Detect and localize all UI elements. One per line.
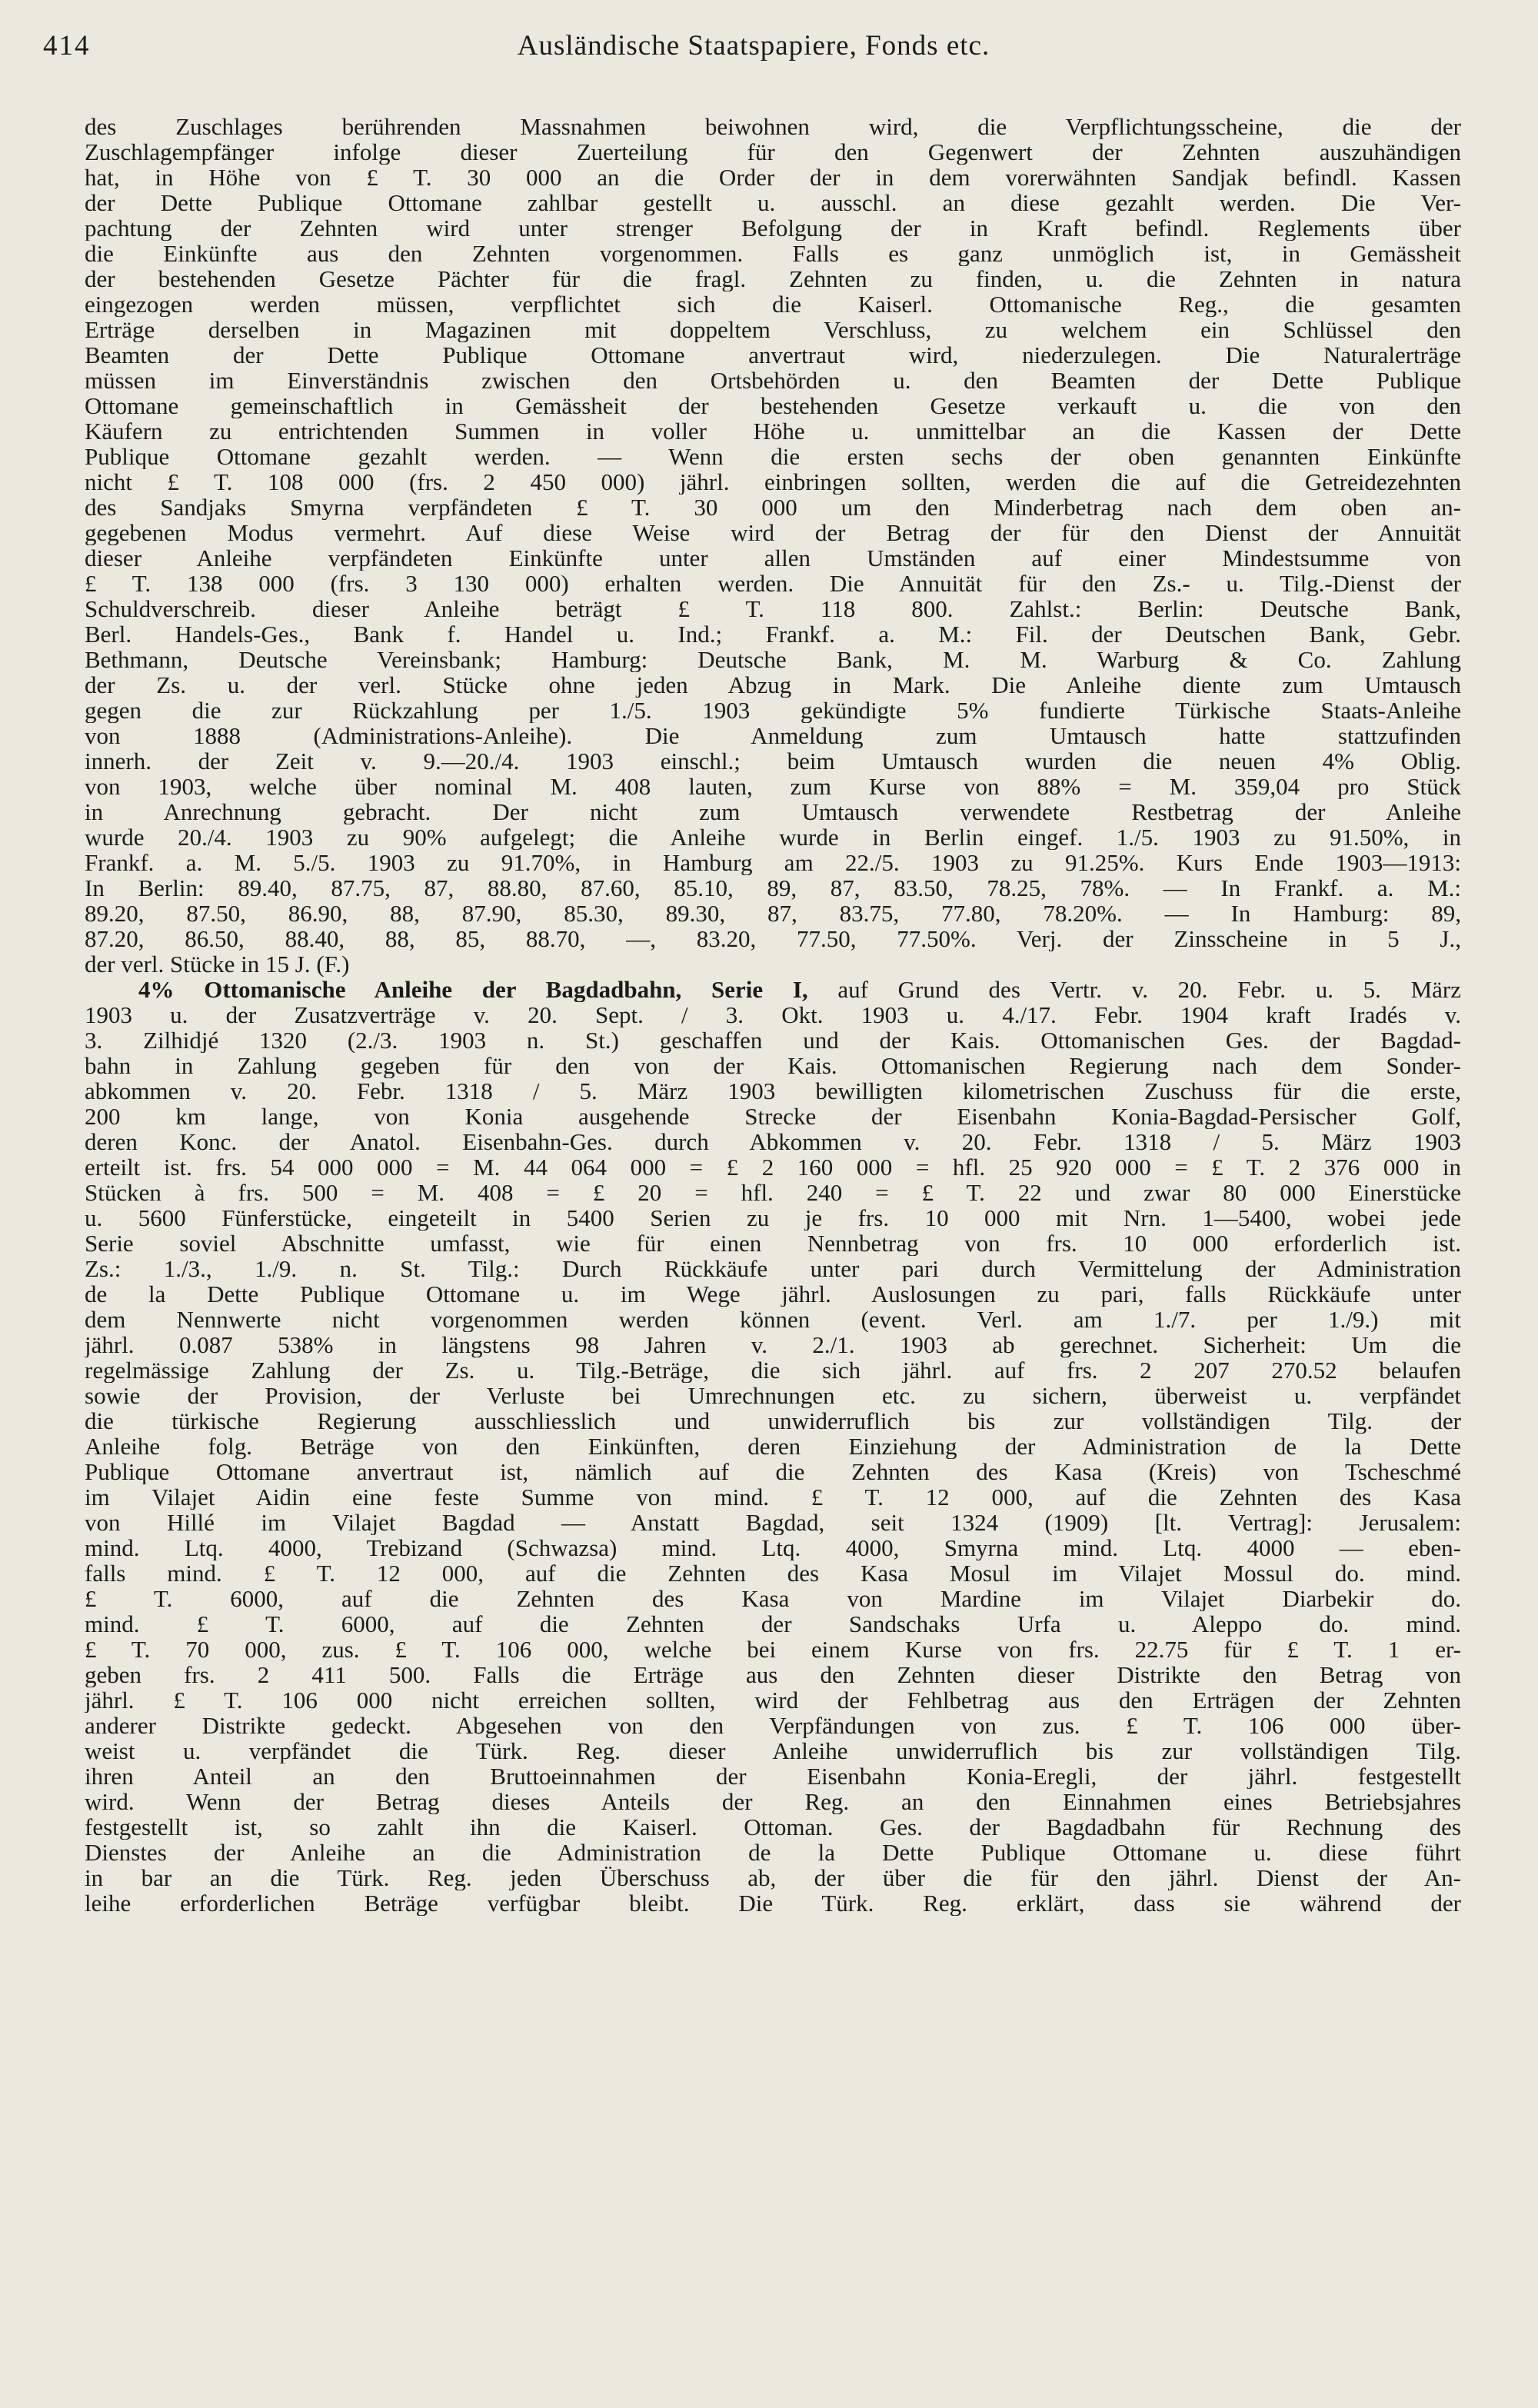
- text-line: mind. £ T. 6000, auf die Zehnten der Sandschaks Urfa u. Aleppo do. mind.: [85, 1611, 1461, 1637]
- text-line: die Einkünfte aus den Zehnten vorgenommen. Falls es ganz unmöglich ist, in Gemässheit: [85, 241, 1461, 266]
- text-line: £ T. 70 000, zus. £ T. 106 000, welche bei einem Kurse von frs. 22.75 für £ T. 1 er-: [85, 1637, 1461, 1662]
- text-line: ihren Anteil an den Bruttoeinnahmen der Eisenbahn Konia-Eregli, der jährl. festgestellt: [85, 1764, 1461, 1789]
- text-line: 87.20, 86.50, 88.40, 88, 85, 88.70, —, 83.20, 77.50, 77.50%. Verj. der Zinsscheine in 5 J.,: [85, 926, 1461, 951]
- text-line: jährl. 0.087 538% in längstens 98 Jahren v. 2./1. 1903 ab gerechnet. Sicherheit: Um die: [85, 1332, 1461, 1357]
- text-line: der bestehenden Gesetze Pächter für die fragl. Zehnten zu finden, u. die Zehnten in natura: [85, 266, 1461, 291]
- text-line: Publique Ottomane gezahlt werden. — Wenn die ersten sechs der oben genannten Einkünfte: [85, 444, 1461, 469]
- text-line: pachtung der Zehnten wird unter strenger Befolgung der in Kraft befindl. Reglements über: [85, 215, 1461, 241]
- text-line: falls mind. £ T. 12 000, auf die Zehnten des Kasa Mosul im Vilajet Mossul do. mind.: [85, 1560, 1461, 1586]
- text-line: Käufern zu entrichtenden Summen in voller Höhe u. unmittelbar an die Kassen der Dette: [85, 418, 1461, 444]
- text-line: Zs.: 1./3., 1./9. n. St. Tilg.: Durch Rückkäufe unter pari durch Vermittelung der Administration: [85, 1256, 1461, 1281]
- text-line: Publique Ottomane anvertraut ist, nämlich auf die Zehnten des Kasa (Kreis) von Tscheschmé: [85, 1459, 1461, 1484]
- text-line: in Anrechnung gebracht. Der nicht zum Umtausch verwendete Restbetrag der Anleihe: [85, 799, 1461, 824]
- text-line: Anleihe folg. Beträge von den Einkünften, deren Einziehung der Administration de la Dette: [85, 1434, 1461, 1459]
- text-line: von Hillé im Vilajet Bagdad — Anstatt Bagdad, seit 1324 (1909) [lt. Vertrag]: Jerusalem:: [85, 1510, 1461, 1535]
- text-line: gegen die zur Rückzahlung per 1./5. 1903 gekündigte 5% fundierte Türkische Staats-Anleihe: [85, 698, 1461, 723]
- text-line: müssen im Einverständnis zwischen den Ortsbehörden u. den Beamten der Dette Publique: [85, 368, 1461, 393]
- text-line: de la Dette Publique Ottomane u. im Wege jährl. Auslosungen zu pari, falls Rückkäufe unter: [85, 1281, 1461, 1307]
- text-line: u. 5600 Fünferstücke, eingeteilt in 5400 Serien zu je frs. 10 000 mit Nrn. 1—5400, wobei jede: [85, 1205, 1461, 1231]
- text-line: in bar an die Türk. Reg. jeden Überschuss ab, der über die für den jährl. Dienst der An-: [85, 1865, 1461, 1890]
- text-line: der Dette Publique Ottomane zahlbar gestellt u. ausschl. an diese gezahlt werden. Die Ver-: [85, 190, 1461, 215]
- section-heading: 4% Ottomanische Anleihe der Bagdadbahn, Serie I,: [138, 977, 808, 1002]
- text-line: eingezogen werden müssen, verpflichtet sich die Kaiserl. Ottomanische Reg., die gesamten: [85, 291, 1461, 317]
- text-line: gegebenen Modus vermehrt. Auf diese Weise wird der Betrag der für den Dienst der Annuität: [85, 520, 1461, 545]
- text-line: Frankf. a. M. 5./5. 1903 zu 91.70%, in Hamburg am 22./5. 1903 zu 91.25%. Kurs Ende 1903—1913:: [85, 850, 1461, 875]
- text-line: Zuschlagempfänger infolge dieser Zuerteilung für den Gegenwert der Zehnten auszuhändigen: [85, 139, 1461, 165]
- text-line: jährl. £ T. 106 000 nicht erreichen sollten, wird der Fehlbetrag aus den Erträgen der Zehnten: [85, 1687, 1461, 1713]
- text-line: regelmässige Zahlung der Zs. u. Tilg.-Beträge, die sich jährl. auf frs. 2 207 270.52 belaufen: [85, 1357, 1461, 1383]
- running-header: [43, 29, 1464, 75]
- text-line: dem Nennwerte nicht vorgenommen werden können (event. Verl. am 1./7. per 1./9.) mit: [85, 1307, 1461, 1332]
- text-line: weist u. verpfändet die Türk. Reg. dieser Anleihe unwiderruflich bis zur vollständigen Tilg.: [85, 1738, 1461, 1764]
- text-line: Berl. Handels-Ges., Bank f. Handel u. Ind.; Frankf. a. M.: Fil. der Deutschen Bank, Gebr.: [85, 621, 1461, 647]
- text-line: sowie der Provision, der Verluste bei Umrechnungen etc. zu sichern, überweist u. verpfändet: [85, 1383, 1461, 1408]
- running-title: Ausländische Staatspapiere, Fonds etc.: [517, 30, 990, 62]
- text-line: der verl. Stücke in 15 J. (F.): [85, 951, 350, 977]
- section-heading-rest: auf Grund des Vertr. v. 20. Febr. u. 5. März: [837, 977, 1461, 1002]
- text-line: 89.20, 87.50, 86.90, 88, 87.90, 85.30, 89.30, 87, 83.75, 77.80, 78.20%. — In Hamburg: 89,: [85, 901, 1461, 926]
- text-line: 1903 u. der Zusatzverträge v. 20. Sept. / 3. Okt. 1903 u. 4./17. Febr. 1904 kraft Iradés v.: [85, 1002, 1461, 1027]
- text-line: In Berlin: 89.40, 87.75, 87, 88.80, 87.60, 85.10, 89, 87, 83.50, 78.25, 78%. — In Frankf. a. M.:: [85, 875, 1461, 901]
- text-line: Stücken à frs. 500 = M. 408 = £ 20 = hfl. 240 = £ T. 22 und zwar 80 000 Einerstücke: [85, 1180, 1461, 1205]
- body-text: [85, 114, 1461, 1916]
- text-line: £ T. 138 000 (frs. 3 130 000) erhalten werden. Die Annuität für den Zs.- u. Tilg.-Dienst der: [85, 571, 1461, 596]
- text-line: Schuldverschreib. dieser Anleihe beträgt £ T. 118 800. Zahlst.: Berlin: Deutsche Bank,: [85, 596, 1461, 621]
- text-line: deren Konc. der Anatol. Eisenbahn-Ges. durch Abkommen v. 20. Febr. 1318 / 5. März 1903: [85, 1129, 1461, 1154]
- text-line: dieser Anleihe verpfändeten Einkünfte unter allen Umständen auf einer Mindestsumme von: [85, 545, 1461, 571]
- text-line: 200 km lange, von Konia ausgehende Strecke der Eisenbahn Konia-Bagdad-Persischer Golf,: [85, 1104, 1461, 1129]
- text-line: von 1903, welche über nominal M. 408 lauten, zum Kurse von 88% = M. 359,04 pro Stück: [85, 774, 1461, 799]
- text-line: des Sandjaks Smyrna verpfändeten £ T. 30 000 um den Minderbetrag nach dem oben an-: [85, 495, 1461, 520]
- text-line: £ T. 6000, auf die Zehnten des Kasa von Mardine im Vilajet Diarbekir do.: [85, 1586, 1461, 1611]
- text-line: von 1888 (Administrations-Anleihe). Die Anmeldung zum Umtausch hatte stattzufinden: [85, 723, 1461, 748]
- text-line: Erträge derselben in Magazinen mit doppeltem Verschluss, zu welchem ein Schlüssel den: [85, 317, 1461, 342]
- text-line: geben frs. 2 411 500. Falls die Erträge aus den Zehnten dieser Distrikte den Betrag von: [85, 1662, 1461, 1687]
- text-line: erteilt ist. frs. 54 000 000 = M. 44 064 000 = £ 2 160 000 = hfl. 25 920 000 = £ T. 2 376 000 in: [85, 1154, 1461, 1180]
- text-line: der Zs. u. der verl. Stücke ohne jeden Abzug in Mark. Die Anleihe diente zum Umtausch: [85, 672, 1461, 698]
- text-line: wird. Wenn der Betrag dieses Anteils der Reg. an den Einnahmen eines Betriebsjahres: [85, 1789, 1461, 1814]
- text-line: Ottomane gemeinschaftlich in Gemässheit der bestehenden Gesetze verkauft u. die von den: [85, 393, 1461, 418]
- text-line: bahn in Zahlung gegeben für den von der Kais. Ottomanischen Regierung nach dem Sonder-: [85, 1053, 1461, 1078]
- text-line: anderer Distrikte gedeckt. Abgesehen von den Verpfändungen von zus. £ T. 106 000 über-: [85, 1713, 1461, 1738]
- text-line: wurde 20./4. 1903 zu 90% aufgelegt; die Anleihe wurde in Berlin eingef. 1./5. 1903 zu 91.50%, in: [85, 824, 1461, 850]
- text-line: die türkische Regierung ausschliesslich und unwiderruflich bis zur vollständigen Tilg. der: [85, 1408, 1461, 1434]
- text-line: Dienstes der Anleihe an die Administration de la Dette Publique Ottomane u. diese führt: [85, 1840, 1461, 1865]
- text-line: festgestellt ist, so zahlt ihn die Kaiserl. Ottoman. Ges. der Bagdadbahn für Rechnung des: [85, 1814, 1461, 1840]
- text-line: hat, in Höhe von £ T. 30 000 an die Order der in dem vorerwähnten Sandjak befindl. Kassen: [85, 165, 1461, 190]
- text-line: abkommen v. 20. Febr. 1318 / 5. März 1903 bewilligten kilometrischen Zuschuss für die erste,: [85, 1078, 1461, 1104]
- text-line: mind. Ltq. 4000, Trebizand (Schwazsa) mind. Ltq. 4000, Smyrna mind. Ltq. 4000 — eben-: [85, 1535, 1461, 1560]
- text-line: Beamten der Dette Publique Ottomane anvertraut wird, niederzulegen. Die Naturalerträge: [85, 342, 1461, 368]
- text-line: Bethmann, Deutsche Vereinsbank; Hamburg: Deutsche Bank, M. M. Warburg & Co. Zahlung: [85, 647, 1461, 672]
- text-line: innerh. der Zeit v. 9.—20./4. 1903 einschl.; beim Umtausch wurden die neuen 4% Oblig.: [85, 748, 1461, 774]
- page-number: 414: [43, 30, 91, 62]
- text-line: leihe erforderlichen Beträge verfügbar bleibt. Die Türk. Reg. erklärt, dass sie während der: [85, 1890, 1461, 1916]
- text-line: im Vilajet Aidin eine feste Summe von mind. £ T. 12 000, auf die Zehnten des Kasa: [85, 1484, 1461, 1510]
- text-line: Serie soviel Abschnitte umfasst, wie für einen Nennbetrag von frs. 10 000 erforderlich ist.: [85, 1231, 1461, 1256]
- text-line: nicht £ T. 108 000 (frs. 2 450 000) jährl. einbringen sollten, werden die auf die Getreidezehnten: [85, 469, 1461, 495]
- text-line: 3. Zilhidjé 1320 (2./3. 1903 n. St.) geschaffen und der Kais. Ottomanischen Ges. der Bagdad-: [85, 1027, 1461, 1053]
- text-line: des Zuschlages berührenden Massnahmen beiwohnen wird, die Verpflichtungsscheine, die der: [85, 114, 1461, 139]
- section-heading-line: [85, 977, 1461, 1002]
